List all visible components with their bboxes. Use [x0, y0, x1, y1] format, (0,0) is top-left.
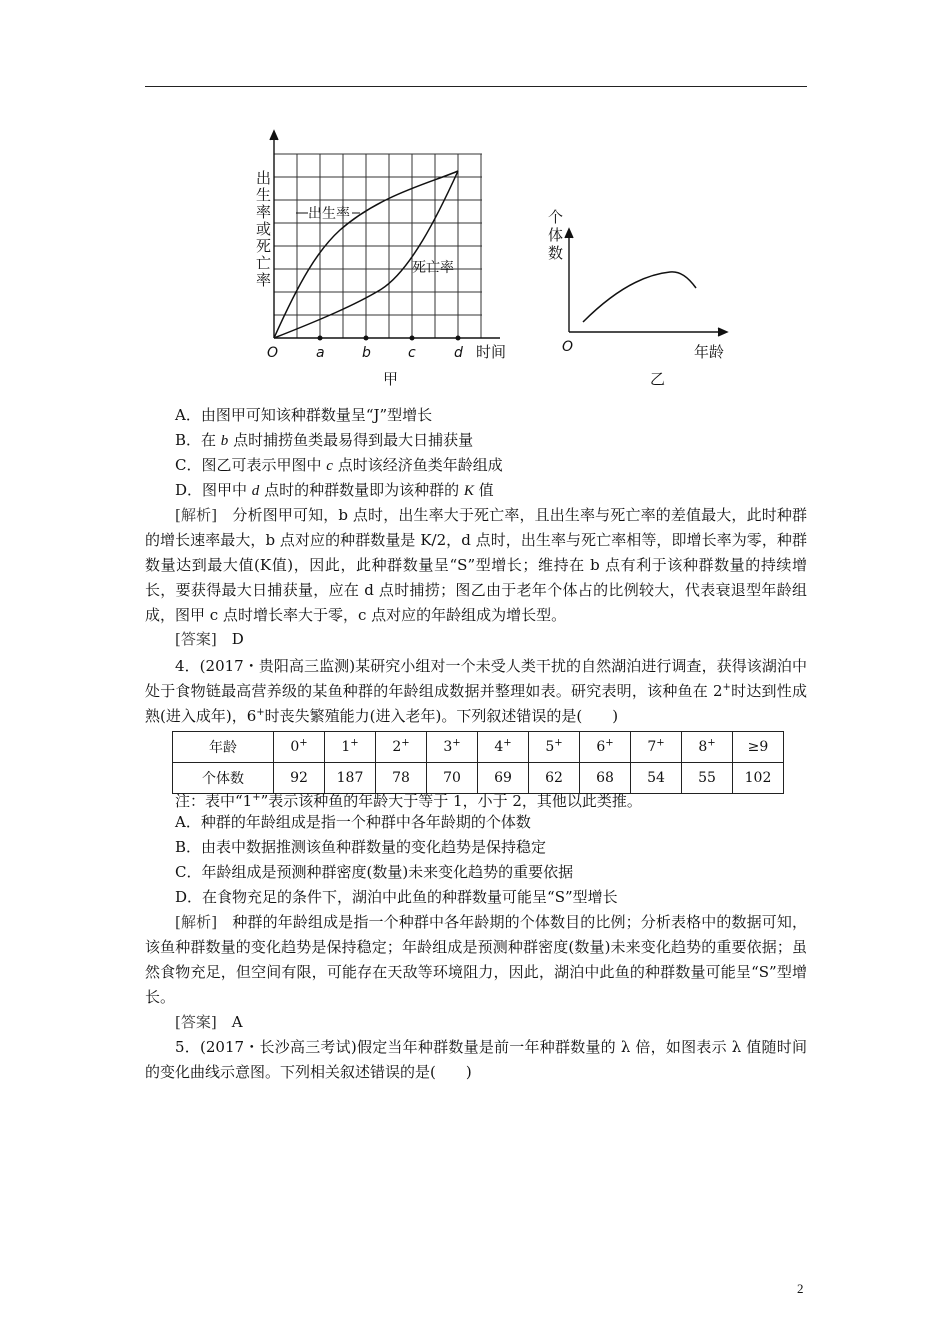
q4-note-sup: +	[252, 792, 261, 803]
q4-option-a: A．种群的年龄组成是指一个种群中各年龄期的个体数	[175, 813, 531, 831]
age-table	[172, 731, 784, 794]
count-cell: 187	[325, 763, 376, 794]
q4-analysis-text: 种群的年龄组成是指一个种群中各年龄期的个体数目的比例；分析表格中的数据可知，该鱼种群数量的变化趋势是保持稳定；年龄组成是预测种群密度(数量)未来变化趋势的重要依据；虽然食物充足，但空间有限，可能存在天敌等环境阻力，因此，湖泊中此鱼的种群数量可能呈“S”型增长。	[145, 913, 807, 1006]
age-cell: 0+	[274, 732, 325, 763]
age-cell: 7+	[631, 732, 682, 763]
q3-option-d-text2: 点时的种群数量即为该种群的	[259, 481, 464, 499]
q3-option-b-text: B．在	[175, 431, 221, 449]
q3-option-b-var: b	[220, 433, 229, 449]
q3-option-b	[175, 430, 473, 451]
header-rule	[145, 86, 807, 87]
tick-d: d	[454, 345, 463, 361]
age-cell: 1+	[325, 732, 376, 763]
q3-analysis	[145, 503, 807, 628]
q3-option-c-text: C．图乙可表示甲图中	[175, 456, 327, 474]
q3-analysis-text: 分析图甲可知，b 点时，出生率大于死亡率，且出生率与死亡率的差值最大，此时种群的增长速率最大，b 点对应的种群数量是 K/2，d 点时，出生率与死亡率相等，即增长率为零，种群数量达到最大值(K值)，因此，此种群数量呈“S”型增长；维持在 b 点有利于该种群数量的持续增长，要获得最大日捕获量，应在 d 点时捕捞；图乙由于老年个体占的比例较大，代表衰退型年龄组成，图甲 c 点时增长率大于零，c 点对应的年龄组成为增长型。	[145, 506, 807, 624]
right-axes	[565, 229, 727, 336]
q4-answer-text: A	[216, 1013, 243, 1031]
tick-a: a	[316, 345, 325, 361]
q5-stem: 5．(2017・长沙高三考试)假定当年种群数量是前一年种群数量的 λ 倍，如图表示 λ 值随时间的变化曲线示意图。下列相关叙述错误的是( )	[145, 1038, 807, 1081]
q3-option-b-text2: 点时捕捞鱼类最易得到最大日捕获量	[228, 431, 474, 449]
q3-option-d-text: D．图甲中	[175, 481, 252, 499]
table-row	[173, 732, 784, 763]
left-xlabel: 时间	[476, 343, 507, 361]
left-ylabel: 出 生 率 或 死 亡 率	[256, 169, 272, 289]
q4-note-text2: ”表示该种鱼的年龄大于等于 1，小于 2，其他以此类推。	[260, 792, 642, 810]
death-rate-label: 死亡率	[412, 260, 454, 276]
q3-option-c-text2: 点时该经济鱼类年龄组成	[332, 456, 503, 474]
right-ylabel: 个 体 数	[548, 208, 564, 262]
answer-tag: [答案]	[175, 630, 217, 648]
age-cell: 2+	[376, 732, 427, 763]
q3-answer-text: D	[216, 630, 244, 648]
count-cell: 55	[682, 763, 733, 794]
row-head-count: 个体数	[173, 763, 274, 794]
left-axes	[270, 131, 500, 338]
age-cell: 6+	[580, 732, 631, 763]
table-row	[173, 763, 784, 794]
count-cell: 69	[478, 763, 529, 794]
q4-option-b: B．由表中数据推测该鱼种群数量的变化趋势是保持稳定	[175, 838, 547, 856]
q4-stem-text2: 时达到性成熟(进入成年)，6	[145, 682, 807, 725]
age-cell: 5+	[529, 732, 580, 763]
left-origin: O	[267, 345, 279, 361]
birth-rate-label: 出生率	[308, 206, 350, 222]
q3-option-c-var: c	[326, 458, 333, 474]
count-cell: 92	[274, 763, 325, 794]
right-xlabel: 年龄	[694, 343, 725, 361]
analysis-tag: [解析]	[175, 913, 218, 931]
q4-option-c: C．年龄组成是预测种群密度(数量)未来变化趋势的重要依据	[175, 863, 574, 881]
q3-option-d	[175, 480, 494, 501]
analysis-tag: [解析]	[175, 506, 218, 524]
row-head-age: 年龄	[173, 732, 274, 763]
age-structure-curve	[583, 272, 696, 322]
q3-option-d-k: K	[463, 483, 474, 499]
q4-option-d: D．在食物充足的条件下，湖泊中此鱼的种群数量可能呈“S”型增长	[175, 888, 618, 906]
q4-answer	[175, 1012, 243, 1032]
age-cell: ≥9	[733, 732, 784, 763]
q4-stem-sup: +	[722, 682, 731, 693]
q4-stem-sup2: +	[256, 707, 265, 718]
tick-b: b	[362, 345, 371, 361]
q4-stem-text3: 时丧失繁殖能力(进入老年)。下列叙述错误的是( )	[264, 707, 619, 725]
age-cell: 4+	[478, 732, 529, 763]
q3-option-a: A．由图甲可知该种群数量呈“J”型增长	[175, 406, 433, 424]
age-cell: 8+	[682, 732, 733, 763]
q3-option-c	[175, 455, 503, 476]
q4-note-text: 注：表中“1	[175, 792, 253, 810]
count-cell: 78	[376, 763, 427, 794]
right-origin: O	[562, 339, 574, 355]
right-caption: 乙	[650, 370, 666, 388]
count-cell: 70	[427, 763, 478, 794]
count-cell: 54	[631, 763, 682, 794]
count-cell: 102	[733, 763, 784, 794]
q3-option-d-var: d	[251, 483, 260, 499]
q4-stem	[145, 654, 807, 729]
count-cell: 68	[580, 763, 631, 794]
age-cell: 3+	[427, 732, 478, 763]
q3-answer	[175, 629, 244, 649]
q4-analysis	[145, 910, 807, 1010]
page-number: 2	[797, 1281, 804, 1296]
count-cell: 62	[529, 763, 580, 794]
q4-table-note	[175, 791, 642, 811]
tick-c: c	[408, 345, 416, 361]
answer-tag: [答案]	[175, 1013, 217, 1031]
q3-option-d-text3: 值	[473, 481, 494, 499]
q4-stem-text: 4．(2017・贵阳高三监测)某研究小组对一个未受人类干扰的自然湖泊进行调查，获得该湖泊中处于食物链最高营养级的某鱼种群的年龄组成数据并整理如表。研究表明，该种鱼在 2	[145, 657, 807, 700]
left-caption: 甲	[383, 370, 399, 388]
grid	[274, 154, 482, 338]
